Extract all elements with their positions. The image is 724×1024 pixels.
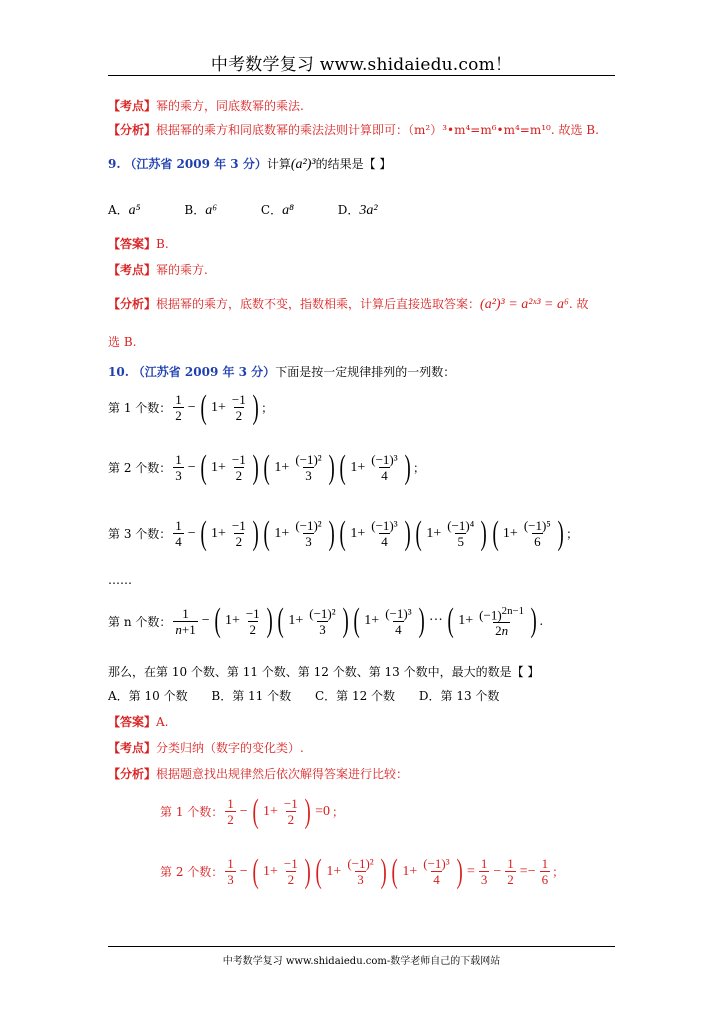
fenxi-tail: . 故 [568,297,589,311]
solution-row-1: 第 1 个数： $\frac{1}{2}$ − ( 1+ $\frac{-1}{2}$ ) =0 ； [160,792,344,830]
option-b-label: B． [184,203,206,217]
question-number: 10. [108,365,129,379]
q9-answer-line [108,236,169,252]
kaodian-text: 幂的乘方. [156,263,208,277]
kaodian-text: 幂的乘方，同底数幂的乘法. [156,99,304,113]
question-number: 9. [108,157,121,171]
page-header: 中考数学复习 www.shidaiedu.com！ [108,50,615,76]
question-source: （江苏省 2009 年 3 分） [124,157,267,171]
question-stem: 下面是按一定规律排列的一列数： [275,365,456,379]
sequence-row-1: 第 1 个数： $\frac{1}{2}$ − ( 1+ $\frac{-1}{2}$ ) ； [108,388,274,426]
fenxi-text: 根据幂的乘方，底数不变，指数相乘，计算后直接选取答案： [156,297,481,311]
answer-tag: 【答案】 [108,715,157,729]
sequence-row-3: 第 3 个数： $\frac{1}{4}$ − ( 1+ $\frac{-1}{2}$ ) ( 1+ $\frac{\text{(−1)²}}{3}$ ) ( 1+ $\frac{\text{(−1)³}}{4}$ ) ( 1+ $\frac{\text{(−1)⁴}}{5}$ ) ( 1+ $\frac{\text{(−1)⁵}}{6}$ ) ； [108,514,579,552]
fenxi-tag: 【分析】 [108,123,157,137]
ellipsis-row [108,572,132,588]
option-a-label: A． [108,689,129,703]
kaodian-tag: 【考点】 [108,741,157,755]
q10-stem-line [108,364,455,380]
question-stem-tail: 的结果是【 】 [315,157,392,171]
option-b-label: B． [211,689,233,703]
q9-fenxi-line2 [108,334,136,350]
option-c-value: 第 12 个数 [336,689,396,703]
option-d-value: 第 13 个数 [440,689,500,703]
option-b-value: 第 11 个数 [232,689,292,703]
option-b-value: a⁶ [205,203,218,218]
row-label: 第 3 个数： [108,527,172,541]
q9-options [108,202,378,219]
fenxi-expr: (a²)³ = a²ˣ³ = a⁶ [480,297,569,312]
option-a-label: A． [108,203,129,217]
q10-answer-line [108,714,169,730]
q8-fenxi-line [108,122,599,138]
q9-kaodian-line [108,262,208,278]
q9-fenxi-line [108,296,589,313]
ellipsis: …… [108,573,132,587]
option-d-value: 3a² [359,203,378,218]
kaodian-tag: 【考点】 [108,99,157,113]
question-expr: (a²)³ [290,157,316,172]
fraction: $\frac{1}{2}$ [175,392,182,423]
fenxi-tag: 【分析】 [108,297,157,311]
page-footer: 中考数学复习 www.shidaiedu.com-数学老师自己的下载网站 [108,946,615,967]
q8-kaodian-line [108,98,304,114]
option-a-value: 第 10 个数 [128,689,188,703]
option-c-label: C． [260,203,283,217]
question-source: （江苏省 2009 年 3 分） [132,365,276,379]
q9-stem-line [108,156,391,173]
q10-fenxi-line [108,766,408,782]
row-label: 第 2 个数： [160,865,224,879]
sequence-row-2: 第 2 个数： $\frac{1}{3}$ − ( 1+ $\frac{-1}{2}$ ) ( 1+ $\frac{\text{(−1)²}}{3}$ ) ( 1+ $\frac{\text{(−1)³}}{4}$ ) ； [108,448,425,486]
fenxi-tag: 【分析】 [108,767,157,781]
question-stem: 计算 [266,157,291,171]
option-c-label: C． [314,689,337,703]
answer-text: A. [156,715,169,729]
kaodian-text: 分类归纳（数字的变化类）. [156,741,304,755]
kaodian-tag: 【考点】 [108,263,157,277]
fenxi-text: 根据幂的乘方和同底数幂的乘法法则计算即可：（m²）³•m⁴=m⁶•m⁴=m¹⁰. 故选 B. [156,123,599,137]
row-label: 第 n 个数： [108,614,172,629]
option-a-value: a⁵ [128,203,141,218]
answer-tag: 【答案】 [108,237,157,251]
answer-text: B. [156,237,169,251]
fenxi-line2: 选 B. [108,335,137,349]
option-d-label: D． [418,689,441,703]
option-d-label: D． [337,203,360,217]
fenxi-text: 根据题意找出规律然后依次解得答案进行比较： [156,767,409,781]
fraction: $\frac{-1}{2}$ [231,392,246,423]
row-label: 第 1 个数： [108,401,172,415]
row-label: 第 2 个数： [108,461,172,475]
q10-options [108,688,499,704]
question-text: 那么，在第 10 个数、第 11 个数、第 12 个数、第 13 个数中，最大的数是【 】 [108,665,540,679]
q10-question-line [108,664,539,680]
sequence-row-n: 第 n 个数： $\frac{1}{n+1}$ − ( 1+ $\frac{-1}{2}$ ) ( 1+ $\frac{\text{(−1)²}}{3}$ ) ( 1+ $\frac{\text{(−1)³}}{4}$ ) ··· ( 1+ $\frac{(-1)^{2n-1}}{2n}$ ) . [108,602,544,640]
row-label: 第 1 个数： [160,805,224,819]
q10-kaodian-line [108,740,304,756]
solution-row-2: 第 2 个数： $\frac{1}{3}$ − ( 1+ $\frac{-1}{2}$ ) ( 1+ $\frac{\text{(−1)²}}{3}$ ) ( 1+ $\frac{\text{(−1)³}}{4}$ ) = $\frac{1}{3}$ − $\frac{1}{2}$ =− $\frac{1}{6}$ ； [160,852,565,890]
option-c-value: a⁸ [282,203,294,218]
